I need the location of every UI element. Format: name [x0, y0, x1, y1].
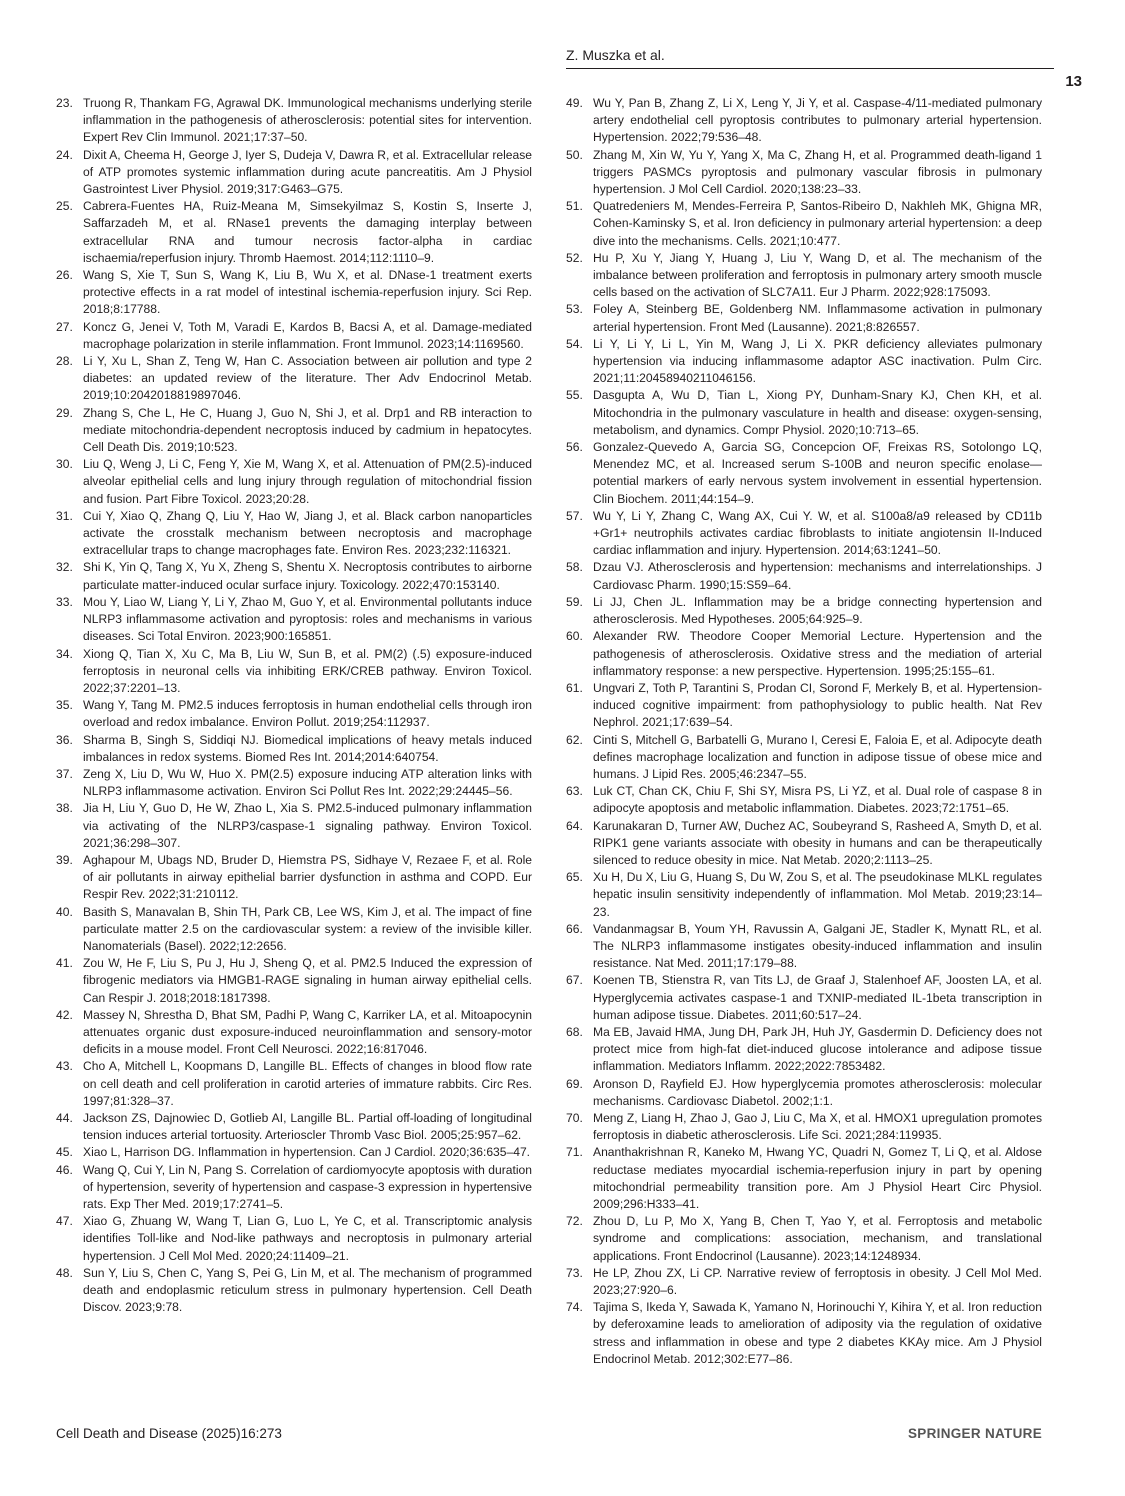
reference-text: Zeng X, Liu D, Wu W, Huo X. PM(2.5) exposure inducing ATP alteration links with NLRP3 inflammasome activation. Environ Sci Pollut Res Int. 2022;29:24445–56. [83, 766, 532, 799]
reference-item [566, 508, 1042, 560]
reference-text: Koncz G, Jenei V, Toth M, Varadi E, Kardos B, Bacsi A, et al. Damage-mediated macrophage polarization in sterile inflammation. Front Immunol. 2023;14:1169560. [83, 319, 532, 351]
reference-text: Ananthakrishnan R, Kaneko M, Hwang YC, Quadri N, Gomez T, Li Q, et al. Aldose reductase mediates myocardial ischemia-reperfusion injury in part by opening mitochondrial permeability transition pore. Am J Physiol Heart Circ Physiol. 2009;296:H333–41. [593, 1145, 1042, 1211]
reference-number: 51. [566, 199, 583, 214]
reference-item [56, 594, 532, 646]
reference-item [56, 1265, 532, 1317]
reference-text: Massey N, Shrestha D, Bhat SM, Padhi P, Wang C, Karriker LA, et al. Mitoapocynin attenuates organic dust exposure-induced neuroinflammation and sensory-motor deficits in a mouse model. Front Cell Neurosci. 2022;16:817046. [83, 1007, 532, 1057]
reference-text: Xiao G, Zhuang W, Wang T, Lian G, Luo L, Ye C, et al. Transcriptomic analysis identifies Toll-like and Nod-like pathways and necroptosis in pulmonary arterial hypertension. J Cell Mol Med. 2020;24:11409–21. [83, 1214, 532, 1263]
reference-text: Wang Q, Cui Y, Lin N, Pang S. Correlation of cardiomyocyte apoptosis with duration of hypertension, severity of hypertension and caspase-3 expression in hypertensive rats. Exp Ther Med. 2019;17:2741–5. [83, 1162, 532, 1211]
reference-item [566, 301, 1042, 335]
page-number: 13 [1065, 73, 1082, 90]
reference-number: 66. [566, 921, 583, 936]
reference-text: Foley A, Steinberg BE, Goldenberg NM. Inflammasome activation in pulmonary arterial hypertension. Front Med (Lausanne). 2021;8:826557. [593, 302, 1042, 334]
reference-item [56, 267, 532, 319]
reference-number: 40. [56, 904, 73, 919]
reference-text: Zhou D, Lu P, Mo X, Yang B, Chen T, Yao Y, et al. Ferroptosis and metabolic syndrome and complications: association, mechanism, and translational applications. Front Endocrinol (Lausanne). 2023;14:1248934. [593, 1214, 1042, 1263]
reference-item [566, 336, 1042, 388]
reference-number: 39. [56, 852, 73, 867]
reference-item [566, 783, 1042, 817]
reference-number: 32. [56, 560, 73, 575]
reference-text: Cabrera-Fuentes HA, Ruiz-Meana M, Simsekyilmaz S, Kostin S, Inserte J, Saffarzadeh M, et al. RNase1 prevents the damaging interplay between extracellular RNA and tumour necrosis factor-alpha in cardiac ischaemia/reperfusion injury. Thromb Haemost. 2014;112:1110–9. [83, 199, 532, 265]
reference-text: Zhang S, Che L, He C, Huang J, Guo N, Shi J, et al. Drp1 and RB interaction to mediate mitochondria-dependent necroptosis induced by cadmium in hepatocytes. Cell Death Dis. 2019;10:523. [83, 405, 532, 455]
reference-item [566, 387, 1042, 439]
reference-text: Wang S, Xie T, Sun S, Wang K, Liu B, Wu X, et al. DNase-1 treatment exerts protective effects in a rat model of intestinal ischemia-reperfusion injury. Sci Rep. 2018;8:17788. [83, 268, 532, 317]
reference-item [56, 1213, 532, 1265]
reference-number: 30. [56, 457, 73, 472]
reference-text: Truong R, Thankam FG, Agrawal DK. Immunological mechanisms underlying sterile inflammation in the pathogenesis of atherosclerosis: potential sites for intervention. Expert Rev Clin Immunol. 2021;17:37–50. [83, 96, 532, 145]
reference-text: Li Y, Li Y, Li L, Yin M, Wang J, Li X. PKR deficiency alleviates pulmonary hypertension via inducing inflammasome adaptor ASC inactivation. Pulm Circ. 2021;11:20458940211046156. [593, 336, 1042, 386]
reference-text: Li JJ, Chen JL. Inflammation may be a bridge connecting hypertension and atherosclerosis. Med Hypotheses. 2005;64:925–9. [593, 594, 1042, 627]
reference-text: Xiong Q, Tian X, Xu C, Ma B, Liu W, Sun B, et al. PM(2) (.5) exposure-induced ferroptosis in neuronal cells via inhibiting ERK/CREB pathway. Environ Toxicol. 2022;37:2201–13. [83, 646, 532, 695]
reference-item [566, 1110, 1042, 1144]
reference-item [56, 405, 532, 457]
reference-number: 68. [566, 1024, 583, 1039]
reference-number: 58. [566, 560, 583, 575]
reference-number: 37. [56, 766, 73, 781]
reference-number: 59. [566, 594, 583, 609]
reference-number: 29. [56, 405, 73, 420]
reference-item [56, 1058, 532, 1110]
reference-number: 23. [56, 96, 73, 110]
reference-text: Koenen TB, Stienstra R, van Tits LJ, de Graaf J, Stalenhoef AF, Joosten LA, et al. Hyperglycemia activates caspase-1 and TXNIP-mediated IL-1beta transcription in human adipose tissue. Diabetes. 2011;60:517–24. [593, 973, 1042, 1022]
reference-text: Li Y, Xu L, Shan Z, Teng W, Han C. Association between air pollution and type 2 diabetes: an updated review of the literature. Ther Adv Endocrinol Metab. 2019;10:2042018819897046. [83, 354, 532, 403]
reference-item [56, 697, 532, 731]
reference-text: Dasgupta A, Wu D, Tian L, Xiong PY, Dunham-Snary KJ, Chen KH, et al. Mitochondria in the pulmonary vasculature in health and disease: oxygen-sensing, metabolism, and dynamics. Compr Physiol. 2020;10:713–65. [593, 388, 1042, 437]
reference-number: 70. [566, 1110, 583, 1125]
reference-number: 27. [56, 319, 73, 334]
reference-text: Sun Y, Liu S, Chen C, Yang S, Pei G, Lin M, et al. The mechanism of programmed death and endoplasmic reticulum stress in pulmonary hypertension. Cell Death Discov. 2023;9:78. [83, 1265, 532, 1315]
reference-number: 53. [566, 302, 583, 317]
reference-text: Mou Y, Liao W, Liang Y, Li Y, Zhao M, Guo Y, et al. Environmental pollutants induce NLRP3 inflammasome activation and pyroptosis: roles and mechanisms in various diseases. Sci Total Environ. 2023;900:165851. [83, 594, 532, 644]
reference-item [566, 628, 1042, 680]
reference-number: 43. [56, 1059, 73, 1074]
reference-item [566, 680, 1042, 732]
reference-text: Tajima S, Ikeda Y, Sawada K, Yamano N, Horinouchi Y, Kihira Y, et al. Iron reduction by deferoxamine leads to amelioration of adiposity via the regulation of oxidative stress and inflammation in obese and type 2 diabetes KKAy mice. Am J Physiol Endocrinol Metab. 2012;302:E77–86. [593, 1300, 1042, 1366]
reference-text: Shi K, Yin Q, Tang X, Yu X, Zheng S, Shentu X. Necroptosis contributes to airborne particulate matter-induced ocular surface injury. Toxicology. 2022;470:153140. [83, 560, 532, 592]
references-left-column [56, 95, 532, 1316]
reference-number: 61. [566, 680, 583, 695]
reference-item [56, 732, 532, 766]
reference-item [56, 559, 532, 593]
reference-number: 64. [566, 818, 583, 833]
reference-number: 73. [566, 1265, 583, 1280]
reference-number: 46. [56, 1162, 73, 1177]
publisher-logo: SPRINGER NATURE [907, 1426, 1042, 1441]
reference-text: Cinti S, Mitchell G, Barbatelli G, Murano I, Ceresi E, Faloia E, et al. Adipocyte death defines macrophage localization and function in adipose tissue of obese mice and humans. J Lipid Res. 2005;46:2347–55. [593, 732, 1042, 781]
reference-number: 54. [566, 336, 583, 351]
reference-item [56, 147, 532, 199]
reference-text: Sharma B, Singh S, Siddiqi NJ. Biomedical implications of heavy metals induced imbalances in redox systems. Biomed Res Int. 2014;2014:640754. [83, 732, 532, 764]
reference-item [56, 955, 532, 1007]
reference-item [566, 1299, 1042, 1368]
reference-item [56, 198, 532, 267]
reference-item [56, 95, 532, 147]
reference-text: Wang Y, Tang M. PM2.5 induces ferroptosis in human endothelial cells through iron overload and redox imbalance. Environ Pollut. 2019;254:112937. [83, 698, 532, 730]
reference-text: Aronson D, Rayfield EJ. How hyperglycemia promotes atherosclerosis: molecular mechanisms. Cardiovasc Diabetol. 2002;1:1. [593, 1076, 1042, 1108]
reference-text: Alexander RW. Theodore Cooper Memorial Lecture. Hypertension and the pathogenesis of atherosclerosis. Oxidative stress and the mediation of arterial inflammatory response: a new perspective. Hypertension. 1995;25:155–61. [593, 629, 1042, 678]
reference-item [56, 852, 532, 904]
reference-number: 57. [566, 508, 583, 523]
reference-item [566, 869, 1042, 921]
reference-number: 38. [56, 801, 73, 816]
reference-number: 65. [566, 870, 583, 885]
reference-number: 44. [56, 1110, 73, 1125]
reference-number: 50. [566, 147, 583, 162]
reference-item [566, 439, 1042, 508]
reference-item [566, 921, 1042, 973]
reference-item [56, 1110, 532, 1144]
reference-item [566, 1144, 1042, 1213]
reference-number: 47. [56, 1214, 73, 1229]
reference-number: 72. [566, 1214, 583, 1229]
reference-text: Hu P, Xu Y, Jiang Y, Huang J, Liu Y, Wang D, et al. The mechanism of the imbalance between proliferation and ferroptosis in pulmonary artery smooth muscle cells based on the activation of SLC7A11. Eur J Pharm. 2022;928:175093. [593, 250, 1042, 300]
reference-item [566, 1213, 1042, 1265]
references-right-column [566, 95, 1042, 1368]
reference-text: Vandanmagsar B, Youm YH, Ravussin A, Galgani JE, Stadler K, Mynatt RL, et al. The NLRP3 inflammasome instigates obesity-induced inflammation and insulin resistance. Nat Med. 2011;17:179–88. [593, 921, 1042, 971]
reference-item [56, 1162, 532, 1214]
reference-number: 42. [56, 1007, 73, 1022]
reference-number: 74. [566, 1300, 583, 1315]
reference-number: 63. [566, 784, 583, 799]
reference-text: Dzau VJ. Atherosclerosis and hypertension: mechanisms and interrelationships. J Cardiovasc Pharm. 1990;15:S59–64. [593, 560, 1042, 592]
reference-number: 36. [56, 732, 73, 747]
reference-text: Gonzalez-Quevedo A, Garcia SG, Concepcion OF, Freixas RS, Sotolongo LQ, Menendez MC, et al. Increased serum S-100B and neuron specific enolase—potential markers of early nervous system involvement in essential hypertension. Clin Biochem. 2011;44:154–9. [593, 440, 1042, 506]
reference-number: 67. [566, 973, 583, 988]
reference-item [566, 1265, 1042, 1299]
reference-item [566, 198, 1042, 250]
reference-text: Wu Y, Li Y, Zhang C, Wang AX, Cui Y. W, et al. S100a8/a9 released by CD11b +Gr1+ neutrophils activates cardiac fibroblasts to initiate angiotensin II-Induced cardiac inflammation and injury. Hypertension. 2014;63:1241–50. [593, 508, 1042, 558]
reference-number: 48. [56, 1265, 73, 1280]
reference-item [566, 250, 1042, 302]
reference-text: Zhang M, Xin W, Yu Y, Yang X, Ma C, Zhang H, et al. Programmed death-ligand 1 triggers PASMCs pyroptosis and pulmonary vascular fibrosis in pulmonary hypertension. J Mol Cell Cardiol. 2020;138:23–33. [593, 147, 1042, 197]
reference-item [566, 732, 1042, 784]
reference-number: 34. [56, 646, 73, 661]
reference-item [566, 818, 1042, 870]
reference-text: Quatredeniers M, Mendes-Ferreira P, Santos-Ribeiro D, Nakhleh MK, Ghigna MR, Cohen-Kaminsky S, et al. Iron deficiency in pulmonary arterial hypertension: a deep dive into the mechanisms. Cells. 2021;10:477. [593, 199, 1042, 248]
reference-number: 33. [56, 594, 73, 609]
reference-text: Jia H, Liu Y, Guo D, He W, Zhao L, Xia S. PM2.5-induced pulmonary inflammation via activating of the NLRP3/caspase-1 signaling pathway. Environ Toxicol. 2021;36:298–307. [83, 801, 532, 850]
reference-number: 26. [56, 268, 73, 283]
reference-text: Ma EB, Javaid HMA, Jung DH, Park JH, Huh JY, Gasdermin D. Deficiency does not protect mice from high-fat diet-induced glucose intolerance and adipose tissue inflammation. Mediators Inflamm. 2022;2022:7853482. [593, 1024, 1042, 1074]
reference-number: 60. [566, 629, 583, 644]
reference-item [566, 559, 1042, 593]
reference-item [56, 353, 532, 405]
reference-text: Jackson ZS, Dajnowiec D, Gotlieb AI, Langille BL. Partial off-loading of longitudinal tension induces arterial tortuosity. Arterioscler Thromb Vasc Biol. 2005;25:957–62. [83, 1110, 532, 1143]
reference-item [56, 1144, 532, 1161]
reference-number: 55. [566, 388, 583, 403]
reference-number: 52. [566, 250, 583, 265]
reference-item [566, 972, 1042, 1024]
reference-text: Wu Y, Pan B, Zhang Z, Li X, Leng Y, Ji Y, et al. Caspase-4/11-mediated pulmonary artery endothelial cell pyroptosis contributes to pulmonary arterial hypertension. Hypertension. 2022;79:536–48. [593, 96, 1042, 145]
reference-item [56, 800, 532, 852]
reference-text: Karunakaran D, Turner AW, Duchez AC, Soubeyrand S, Rasheed A, Smyth D, et al. RIPK1 gene variants associate with obesity in humans and can be therapeutically silenced to reduce obesity in mice. Nat Metab. 2020;2:1113–25. [593, 818, 1042, 867]
reference-text: Meng Z, Liang H, Zhao J, Gao J, Liu C, Ma X, et al. HMOX1 upregulation promotes ferroptosis in diabetic atherosclerosis. Life Sci. 2021;284:119935. [593, 1110, 1042, 1143]
reference-item [56, 1007, 532, 1059]
reference-number: 56. [566, 440, 583, 455]
reference-number: 31. [56, 508, 73, 523]
reference-item [566, 594, 1042, 628]
reference-number: 25. [56, 199, 73, 214]
reference-item [56, 508, 532, 560]
reference-text: He LP, Zhou ZX, Li CP. Narrative review of ferroptosis in obesity. J Cell Mol Med. 2023;27:920–6. [593, 1265, 1042, 1298]
reference-number: 69. [566, 1076, 583, 1091]
reference-item [56, 904, 532, 956]
reference-number: 49. [566, 96, 583, 110]
reference-text: Ungvari Z, Toth P, Tarantini S, Prodan CI, Sorond F, Merkely B, et al. Hypertension-induced cognitive impairment: from pathophysiology to public health. Nat Rev Nephrol. 2021;17:639–54. [593, 680, 1042, 730]
reference-item [566, 1076, 1042, 1110]
reference-number: 45. [56, 1145, 73, 1160]
reference-number: 28. [56, 354, 73, 369]
reference-text: Xiao L, Harrison DG. Inflammation in hypertension. Can J Cardiol. 2020;36:635–47. [83, 1145, 531, 1160]
reference-text: Xu H, Du X, Liu G, Huang S, Du W, Zou S, et al. The pseudokinase MLKL regulates hepatic insulin sensitivity independently of inflammation. Mol Metab. 2019;23:14–23. [593, 870, 1042, 919]
reference-item [566, 147, 1042, 199]
reference-text: Cho A, Mitchell L, Koopmans D, Langille BL. Effects of changes in blood flow rate on cell death and cell proliferation in carotid arteries of immature rabbits. Circ Res. 1997;81:328–37. [83, 1059, 532, 1108]
reference-item [566, 95, 1042, 147]
reference-text: Luk CT, Chan CK, Chiu F, Shi SY, Misra PS, Li YZ, et al. Dual role of caspase 8 in adipocyte apoptosis and metabolic inflammation. Diabetes. 2023;72:1751–65. [593, 784, 1042, 816]
reference-text: Dixit A, Cheema H, George J, Iyer S, Dudeja V, Dawra R, et al. Extracellular release of ATP promotes systemic inflammation during acute pancreatitis. Am J Physiol Gastrointest Liver Physiol. 2019;317:G463–G75. [83, 147, 532, 197]
reference-text: Liu Q, Weng J, Li C, Feng Y, Xie M, Wang X, et al. Attenuation of PM(2.5)-induced alveolar epithelial cells and lung injury through regulation of mitochondrial fission and fusion. Part Fibre Toxicol. 2023;20:28. [83, 457, 532, 506]
reference-text: Zou W, He F, Liu S, Pu J, Hu J, Sheng Q, et al. PM2.5 Induced the expression of fibrogenic mediators via HMGB1-RAGE signaling in human airway epithelial cells. Can Respir J. 2018;2018:1817398. [83, 956, 532, 1005]
reference-item [56, 766, 532, 800]
reference-text: Basith S, Manavalan B, Shin TH, Park CB, Lee WS, Kim J, et al. The impact of fine particulate matter 2.5 on the cardiovascular system: a review of the invisible killer. Nanomaterials (Basel). 2022;12:2656. [83, 904, 532, 953]
reference-number: 41. [56, 956, 73, 971]
reference-number: 35. [56, 698, 73, 713]
reference-text: Cui Y, Xiao Q, Zhang Q, Liu Y, Hao W, Jiang J, et al. Black carbon nanoparticles activate the crosstalk mechanism between necroptosis and macrophage extracellular traps to change macrophages fate. Environ Res. 2023;232:116321. [83, 508, 532, 558]
reference-number: 71. [566, 1145, 583, 1160]
reference-text: Aghapour M, Ubags ND, Bruder D, Hiemstra PS, Sidhaye V, Rezaee F, et al. Role of air pollutants in airway epithelial barrier dysfunction in asthma and COPD. Eur Respir Rev. 2022;31:210112. [83, 852, 532, 902]
reference-item [56, 456, 532, 508]
reference-item [566, 1024, 1042, 1076]
header-rule [566, 68, 1054, 69]
footer-journal: Cell Death and Disease (2025)16:273 [56, 1426, 282, 1441]
reference-number: 62. [566, 732, 583, 747]
reference-number: 24. [56, 147, 73, 162]
header-author: Z. Muszka et al. [566, 47, 665, 63]
reference-item [56, 319, 532, 353]
reference-item [56, 646, 532, 698]
